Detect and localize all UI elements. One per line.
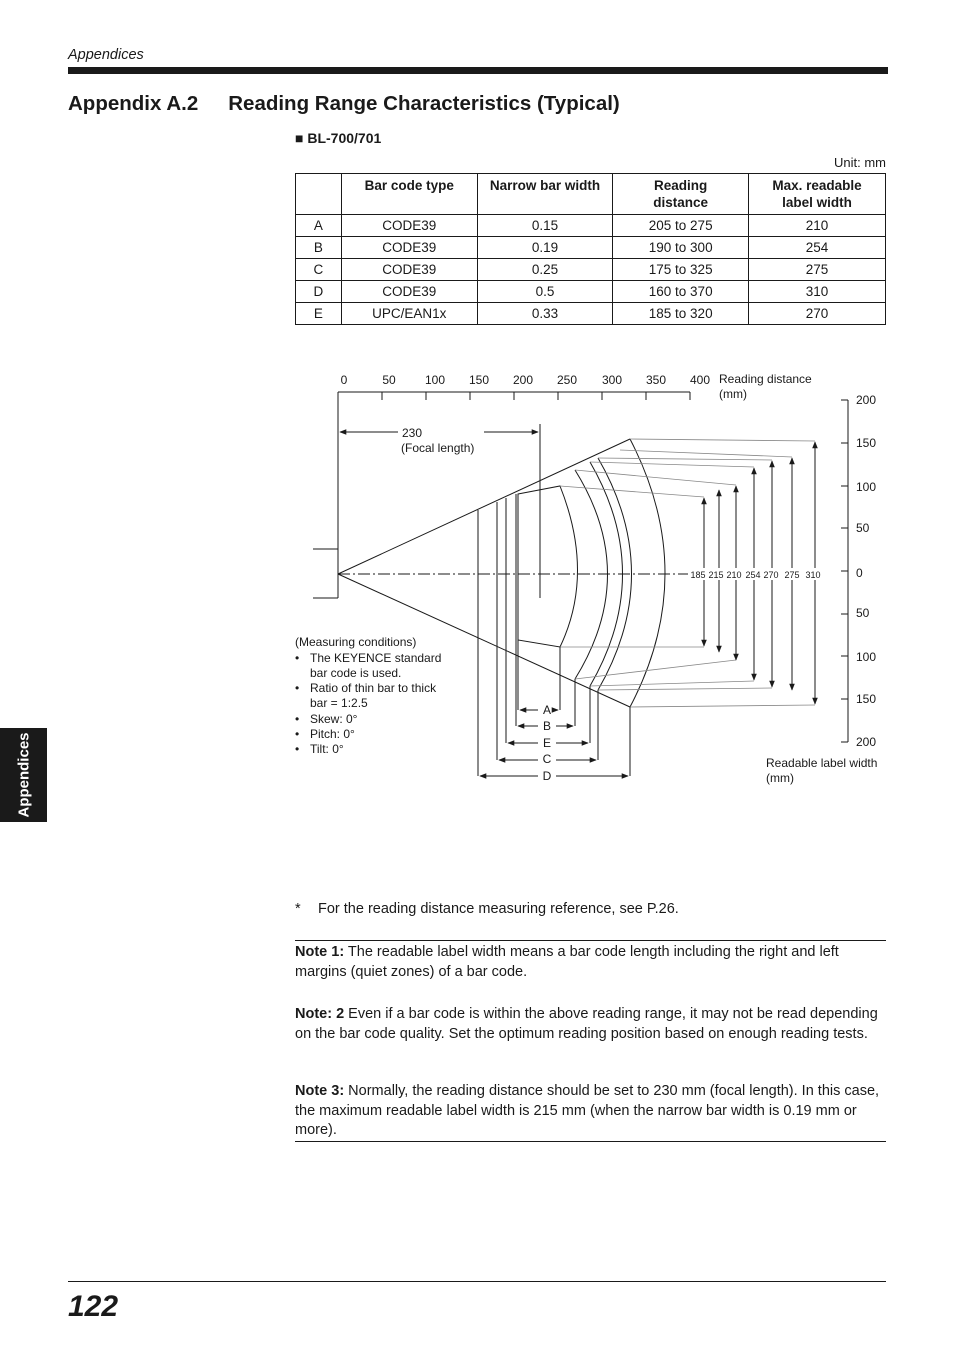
table-cell: 0.5 bbox=[477, 281, 613, 303]
running-header: Appendices bbox=[68, 47, 144, 63]
width-tick-label: 150 bbox=[856, 436, 877, 450]
width-value-label: 310 bbox=[805, 570, 821, 580]
table-cell: 205 to 275 bbox=[613, 215, 749, 237]
width-value-labels bbox=[688, 568, 824, 580]
bullet: • bbox=[295, 681, 300, 695]
width-tick-label: 0 bbox=[856, 566, 863, 580]
range-label: C bbox=[542, 752, 552, 766]
width-value-label: 254 bbox=[745, 570, 761, 580]
table-cell: CODE39 bbox=[341, 259, 477, 281]
range-label: D bbox=[542, 769, 552, 783]
footnote bbox=[295, 901, 679, 917]
distance-tick-label: 200 bbox=[512, 373, 534, 387]
table-cell: 190 to 300 bbox=[613, 237, 749, 259]
footnote-mark: * bbox=[295, 901, 301, 917]
table-cell: C bbox=[296, 259, 342, 281]
footnote-text: For the reading distance measuring reference, see P.26. bbox=[318, 901, 679, 917]
range-label: E bbox=[542, 736, 552, 750]
width-scale-labels bbox=[856, 393, 876, 749]
note-label: Note 1: bbox=[295, 944, 345, 960]
header-cell: Bar code type bbox=[341, 174, 477, 215]
note-1 bbox=[295, 943, 886, 982]
focal-length-label: (Focal length) bbox=[401, 441, 475, 455]
distance-tick-label: 400 bbox=[689, 373, 711, 387]
range-label: A bbox=[542, 703, 552, 717]
width-tick-label: 50 bbox=[856, 521, 870, 535]
table-cell: 310 bbox=[749, 281, 886, 303]
note-label: Note 3: bbox=[295, 1083, 345, 1099]
table-cell: E bbox=[296, 303, 342, 325]
page-number: 122 bbox=[68, 1290, 119, 1323]
note-2 bbox=[295, 1005, 886, 1044]
table-cell: 0.19 bbox=[477, 237, 613, 259]
table-cell: UPC/EAN1x bbox=[341, 303, 477, 325]
table-cell: D bbox=[296, 281, 342, 303]
footer-rule bbox=[68, 1281, 886, 1282]
distance-tick-label: 300 bbox=[601, 373, 623, 387]
range-arrows bbox=[478, 637, 630, 776]
header-cell: Narrow bar width bbox=[477, 174, 613, 215]
table-cell: 275 bbox=[749, 259, 886, 281]
condition-text: bar = 1:2.5 bbox=[310, 696, 368, 710]
width-value-label: 210 bbox=[726, 570, 742, 580]
width-tick-label: 150 bbox=[856, 692, 877, 706]
width-scale bbox=[841, 400, 848, 742]
condition-text: The KEYENCE standard bbox=[310, 651, 442, 665]
appendix-title: Reading Range Characteristics (Typical) bbox=[228, 92, 620, 115]
table-cell: CODE39 bbox=[341, 237, 477, 259]
note-3 bbox=[295, 1082, 886, 1141]
width-tick-label: 200 bbox=[856, 735, 877, 749]
table-cell: 0.33 bbox=[477, 303, 613, 325]
distance-tick-label: 50 bbox=[382, 373, 396, 387]
note-text: Even if a bar code is within the above reading range, it may not be read depending on the bar code quality. Set the optimum reading position based on enough reading tests. bbox=[295, 1006, 878, 1042]
width-value-label: 275 bbox=[784, 570, 800, 580]
conditions-heading: (Measuring conditions) bbox=[295, 635, 417, 649]
distance-tick-label: 150 bbox=[468, 373, 490, 387]
width-value-label: 215 bbox=[708, 570, 724, 580]
table-cell: 185 to 320 bbox=[613, 303, 749, 325]
distance-tick-label: 250 bbox=[556, 373, 578, 387]
side-tab bbox=[0, 728, 47, 822]
table-cell: 210 bbox=[749, 215, 886, 237]
zone-D-far-edge bbox=[630, 439, 665, 707]
bullet: • bbox=[295, 727, 300, 741]
bullet: • bbox=[295, 712, 300, 726]
table-cell: A bbox=[296, 215, 342, 237]
table-cell: 0.15 bbox=[477, 215, 613, 237]
table-cell: CODE39 bbox=[341, 215, 477, 237]
range-label: B bbox=[542, 719, 552, 733]
distance-tick-label: 100 bbox=[424, 373, 446, 387]
width-axis-unit: (mm) bbox=[766, 771, 794, 785]
distance-ruler bbox=[338, 392, 690, 400]
width-axis-label: Readable label width bbox=[766, 756, 878, 770]
width-value-label: 270 bbox=[763, 570, 779, 580]
width-value-label: 185 bbox=[690, 570, 706, 580]
condition-text: bar code is used. bbox=[310, 666, 402, 680]
distance-tick-label: 0 bbox=[340, 373, 348, 387]
note-label: Note: 2 bbox=[295, 1006, 345, 1022]
note-text: Normally, the reading distance should be set to 230 mm (focal length). In this case, the maximum readable label width is 215 mm (when the narrow bar width is 0.19 mm or more). bbox=[295, 1083, 880, 1138]
table-cell: 270 bbox=[749, 303, 886, 325]
condition-text: Skew: 0° bbox=[310, 712, 358, 726]
zone-A bbox=[518, 486, 578, 647]
header-cell: Reading distance bbox=[613, 174, 749, 215]
table-cell: 175 to 325 bbox=[613, 259, 749, 281]
notes-divider bbox=[295, 940, 886, 941]
table-cell: 0.25 bbox=[477, 259, 613, 281]
reader-head bbox=[313, 392, 338, 598]
table-cell: B bbox=[296, 237, 342, 259]
width-tick-label: 100 bbox=[856, 480, 877, 494]
bullet: • bbox=[295, 651, 300, 665]
bullet: • bbox=[295, 742, 300, 756]
distance-tick-label: 350 bbox=[645, 373, 667, 387]
distance-axis-unit: (mm) bbox=[719, 387, 747, 401]
table-cell: 254 bbox=[749, 237, 886, 259]
note-text: The readable label width means a bar code length including the right and left margins (quiet zones) of a bar code. bbox=[295, 944, 839, 980]
appendix-number: Appendix A.2 bbox=[68, 92, 199, 115]
header-cell: Max. readable label width bbox=[749, 174, 886, 215]
unit-label: Unit: mm bbox=[834, 155, 886, 170]
distance-tick-labels bbox=[341, 373, 711, 387]
distance-axis-label: Reading distance bbox=[719, 372, 812, 386]
width-tick-label: 200 bbox=[856, 393, 877, 407]
condition-text: Pitch: 0° bbox=[310, 727, 355, 741]
table-cell: CODE39 bbox=[341, 281, 477, 303]
measuring-conditions bbox=[295, 635, 441, 756]
width-tick-label: 100 bbox=[856, 650, 877, 664]
condition-text: Ratio of thin bar to thick bbox=[310, 681, 437, 695]
notes-divider bbox=[295, 1141, 886, 1142]
range-labels bbox=[543, 703, 552, 783]
table-cell: 160 to 370 bbox=[613, 281, 749, 303]
width-tick-label: 50 bbox=[856, 606, 870, 620]
side-tab-label: Appendices bbox=[15, 732, 32, 818]
condition-text: Tilt: 0° bbox=[310, 742, 344, 756]
model-heading: ■ BL-700/701 bbox=[295, 130, 382, 146]
focal-length-value: 230 bbox=[402, 426, 423, 440]
